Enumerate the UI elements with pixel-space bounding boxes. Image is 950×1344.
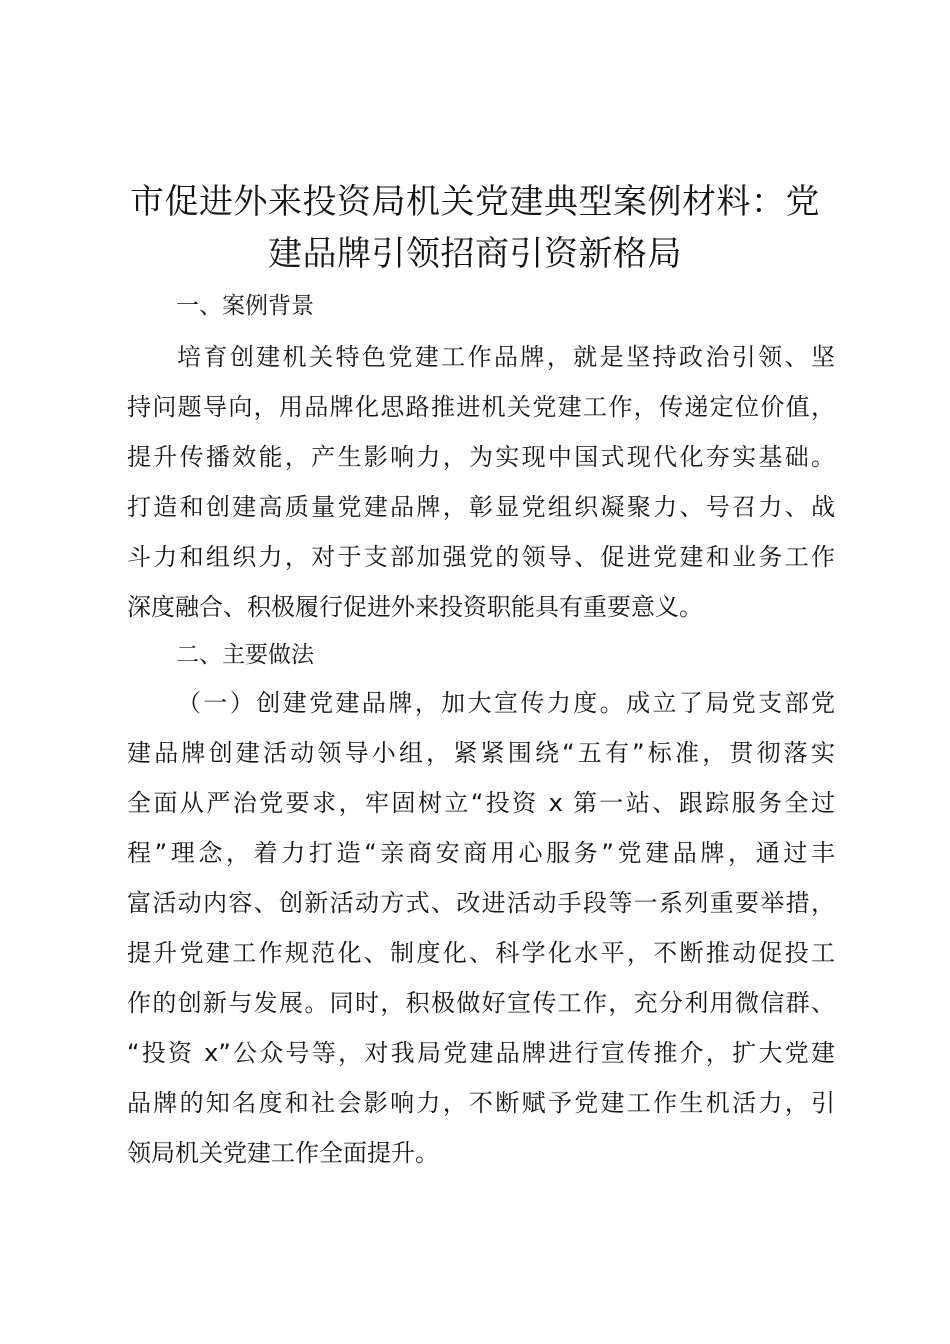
section-heading-background: 一、案例背景 (176, 293, 314, 319)
paragraph-line: 作的创新与发展。同时，积极做好宣传工作，充分利用微信群、 (127, 989, 835, 1017)
paragraph-line: 持问题导向，用品牌化思路推进机关党建工作，传递定位价值， (127, 393, 835, 421)
paragraph-line: 打造和创建高质量党建品牌，彰显党组织凝聚力、号召力、战 (127, 493, 835, 521)
title-line: 建品牌引领招商引资新格局 (268, 234, 682, 274)
paragraph-line: 程”理念，着力打造“亲商安商用心服务”党建品牌，通过丰 (127, 839, 835, 867)
paragraph-line: 提升传播效能，产生影响力，为实现中国式现代化夯实基础。 (127, 443, 835, 471)
paragraph-line: 培育创建机关特色党建工作品牌，就是坚持政治引领、坚 (177, 343, 835, 371)
section-heading-approach: 二、主要做法 (176, 642, 314, 668)
paragraph-line: 富活动内容、创新活动方式、改进活动手段等一系列重要举措， (127, 889, 835, 917)
document-title (100, 176, 850, 280)
paragraph-line: 品牌的知名度和社会影响力，不断赋予党建工作生机活力，引 (127, 1089, 835, 1117)
paragraph-line: 领局机关党建工作全面提升。 (127, 1139, 439, 1167)
title-line: 市促进外来投资局机关党建典型案例材料：党 (130, 182, 820, 222)
paragraph-line: “投资 x”公众号等，对我局党建品牌进行宣传推介，扩大党建 (127, 1039, 835, 1067)
paragraph-approach (127, 678, 835, 1178)
paragraph-line: 斗力和组织力，对于支部加强党的领导、促进党建和业务工作 (127, 543, 835, 571)
paragraph-line: （一）创建党建品牌，加大宣传力度。成立了局党支部党 (177, 689, 835, 717)
paragraph-background (127, 332, 835, 632)
paragraph-line: 建品牌创建活动领导小组，紧紧围绕“五有”标准，贯彻落实 (127, 739, 835, 767)
paragraph-line: 全面从严治党要求，牢固树立“投资 x 第一站、跟踪服务全过 (127, 789, 835, 817)
paragraph-line: 深度融合、积极履行促进外来投资职能具有重要意义。 (127, 593, 703, 621)
paragraph-line: 提升党建工作规范化、制度化、科学化水平，不断推动促投工 (127, 939, 835, 967)
